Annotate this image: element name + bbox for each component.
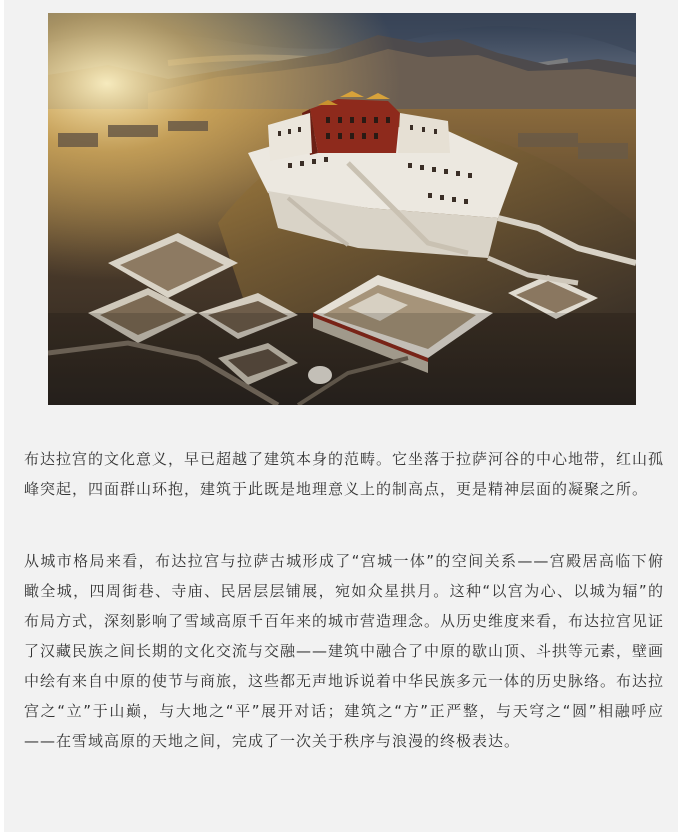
article-paragraph-1: 布达拉宫的文化意义，早已超越了建筑本身的范畴。它坐落于拉萨河谷的中心地带，红山孤峰突起，四面群山环抱，建筑于此既是地理意义上的制高点，更是精神层面的凝聚之所。 bbox=[24, 450, 665, 498]
article-container bbox=[4, 0, 678, 832]
article-paragraph-2: 从城市格局来看，布达拉宫与拉萨古城形成了“宫城一体”的空间关系——宫殿居高临下俯瞰全城，四周街巷、寺庙、民居层层铺展，宛如众星拱月。这种“以宫为心、以城为辐”的布局方式，深刻影响了雪域高原千百年来的城市营造理念。从历史维度来看，布达拉宫见证了汉藏民族之间长期的文化交流与交融——建筑中融合了中原的歇山顶、斗拱等元素，壁画中绘有来自中原的使节与商旅，这些都无声地诉说着中华民族多元一体的历史脉络。布达拉宫之“立”于山巅，与大地之“平”展开对话；建筑之“方”正严整，与天穹之“圆”相融呼应——在雪域高原的天地之间，完成了一次关于秩序与浪漫的终极表达。 bbox=[24, 552, 665, 750]
potala-palace-photo bbox=[48, 13, 636, 405]
